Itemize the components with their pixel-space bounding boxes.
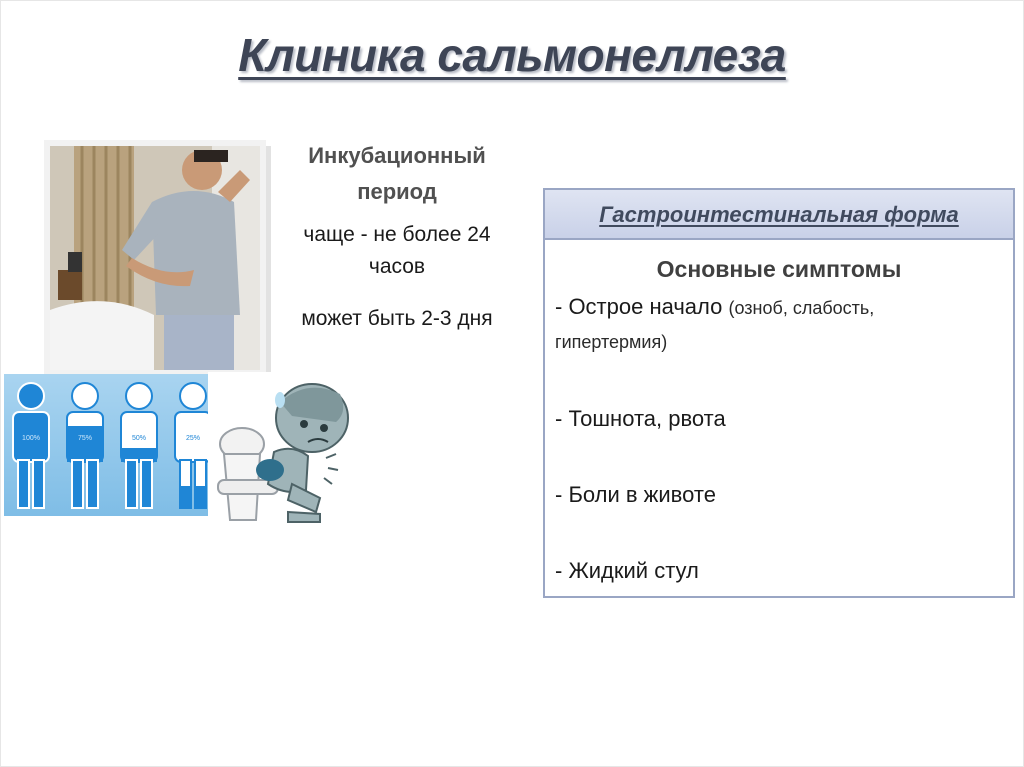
symptoms-box [543,188,1015,598]
figure-25 [175,383,211,508]
incubation-period-block [262,138,532,338]
slide-title: Клиника сальмонеллеза [238,29,786,81]
figure-50 [121,383,157,508]
incubation-heading-line2: период [357,179,437,204]
symptoms-box-subheader: Основные симптомы [656,256,902,282]
incubation-heading-line1: Инкубационный [308,143,486,168]
figure-75 [67,383,103,508]
symptom-detail-cont: гипертермия) [555,332,668,352]
figure-label-75: 75% [77,435,93,442]
symptom-detail: (озноб, слабость, [728,298,875,318]
symptom-main: - Острое начало [555,294,723,319]
symptom-item: - Жидкий стул [555,558,699,583]
dehydration-figures-illustration [4,374,222,516]
figure-label-100: 100% [22,435,40,442]
cartoon-toilet-illustration [208,372,390,528]
figure-100 [13,383,49,508]
symptom-item: - Тошнота, рвота [555,406,726,431]
symptom-item [555,294,874,320]
photo-man-stomach-ache [44,140,266,376]
symptoms-box-header: Гастроинтестинальная форма [545,190,1013,240]
figure-label-50: 50% [131,435,147,442]
incubation-max: может быть 2-3 дня [301,307,493,330]
incubation-usual-unit: часов [368,255,426,278]
incubation-usual: чаще - не более 24 [303,223,491,246]
symptom-item: - Боли в животе [555,482,716,507]
figure-label-25: 25% [185,435,201,442]
